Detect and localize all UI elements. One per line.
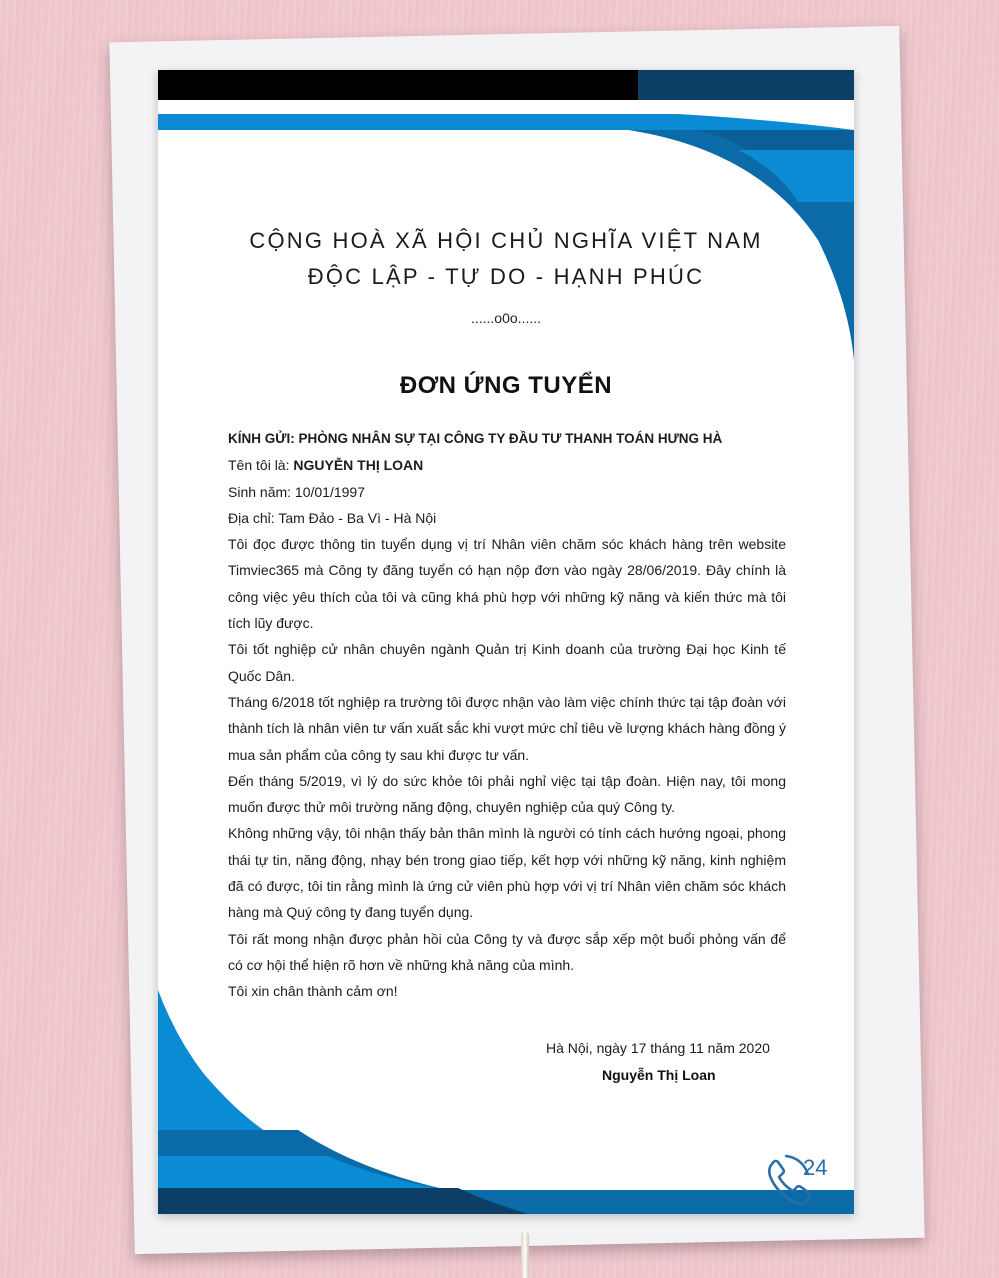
applicant-name: NGUYỄN THỊ LOAN [293, 457, 424, 474]
logo [764, 1152, 834, 1208]
birth-line: Sinh năm: 10/01/1997 [228, 483, 365, 500]
paragraph: Tôi đọc được thông tin tuyển dụng vị trí Nhân viên chăm sóc khách hàng trên website Timviec365 mà Công ty đăng tuyển có hạn nộp đơn vào ngày 28/06/2019. Đây chính là công việc yêu thích của tôi và cũng khá phù hợp với những kỹ năng và kiến thức mà tôi tích lũy được. [228, 536, 786, 632]
addressee-line: KÍNH GỬI: PHÒNG NHÂN SỰ TẠI CÔNG TY ĐẦU TƯ THANH TOÁN HƯNG HÀ [228, 431, 723, 446]
header-separator: ......o0o...... [470, 310, 542, 326]
logo-text: 24 [803, 1155, 828, 1180]
letter-body [228, 426, 786, 1005]
nation-line: CỘNG HOÀ XÃ HỘI CHỦ NGHĨA VIỆT NAM [249, 228, 763, 253]
applicant-name-line [228, 452, 786, 478]
signature-name: Nguyễn Thị Loan [602, 1067, 716, 1083]
motto-line: ĐỘC LẬP - TỰ DO - HẠNH PHÚC [307, 264, 705, 289]
address-line: Địa chỉ: Tam Đảo - Ba Vì - Hà Nội [228, 509, 437, 526]
document-title: ĐƠN ỨNG TUYỂN [399, 372, 613, 399]
paragraph: Tôi rất mong nhận được phản hồi của Công ty và được sắp xếp một buổi phỏng vấn để có cơ hội thể hiện rõ hơn về những khả năng của mình. [228, 930, 786, 973]
signature-date: Hà Nội, ngày 17 tháng 11 năm 2020 [546, 1040, 770, 1056]
paragraph: Đến tháng 5/2019, vì lý do sức khỏe tôi phải nghỉ việc tại tập đoàn. Hiện nay, tôi mong muốn được thử môi trường năng động, chuyên nghiệp của quý Công ty. [228, 772, 786, 816]
paragraph: Không những vậy, tôi nhận thấy bản thân mình là người có tính cách hướng ngoại, phong thái tự tin, năng động, nhạy bén trong giao tiếp, kết hợp với những kỹ năng, kinh nghiệm đã có được, tôi tin rằng mình là ứng cử viên phù hợp với vị trí Nhân viên chăm sóc khách hàng mà Quý công ty đang tuyển dụng. [228, 825, 786, 921]
paragraph: Tháng 6/2018 tốt nghiệp ra trường tôi được nhận vào làm việc chính thức tại tập đoàn với thành tích là nhân viên tư vấn xuất sắc khi vượt mức chỉ tiêu về lượng khách hàng đồng ý mua sản phẩm của công ty sau khi được tư vấn. [228, 693, 786, 763]
stand-stem [521, 1232, 529, 1278]
application-letter-page [158, 70, 854, 1214]
paragraph: Tôi xin chân thành cảm ơn! [228, 983, 398, 1000]
name-label: Tên tôi là: [228, 457, 294, 474]
paragraph: Tôi tốt nghiệp cử nhân chuyên ngành Quản trị Kinh doanh của trường Đại học Kinh tế Quốc Dân. [228, 641, 786, 684]
